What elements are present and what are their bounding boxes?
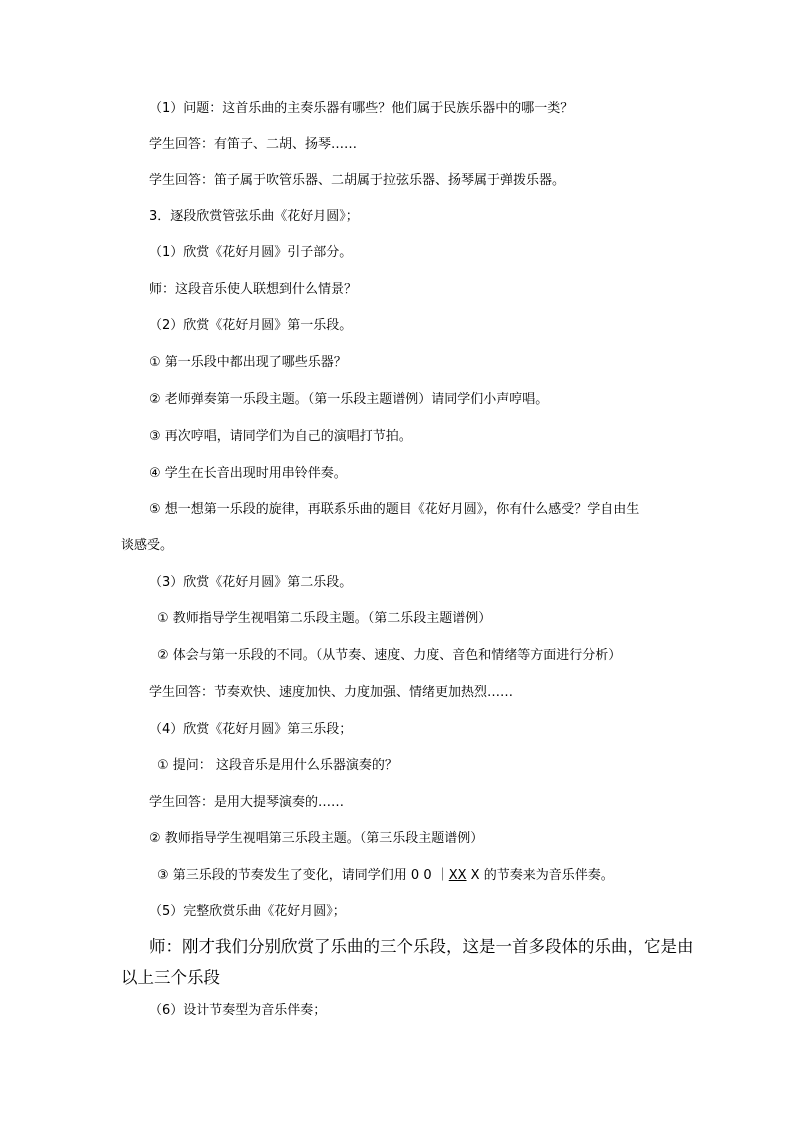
- paragraph-first-section: （2）欣赏《花好月圆》第一乐段。: [149, 318, 353, 333]
- paragraph-question-instruments: （1）问题：这首乐曲的主奏乐器有哪些？他们属于民族乐器中的哪一类？: [149, 101, 574, 116]
- paragraph-second-section: （3）欣赏《花好月圆》第二乐段。: [149, 575, 353, 590]
- list-item-2-1: ① 教师指导学生视唱第二乐段主题。（第二乐段主题谱例）: [157, 611, 492, 626]
- list-item-3-2: ② 教师指导学生视唱第三乐段主题。（第三乐段主题谱例）: [149, 831, 484, 846]
- paragraph-full-listening: （5）完整欣赏乐曲《花好月圆》；: [149, 904, 346, 919]
- list-item-3-1: ① 提问： 这段音乐是用什么乐器演奏的？: [157, 758, 398, 773]
- paragraph-student-answer-1: 学生回答：有笛子、二胡、扬琴……: [149, 137, 358, 152]
- paragraph-student-answer-3: 学生回答：节奏欢快、速度加快、力度加强、情绪更加热烈……: [149, 685, 514, 700]
- rhythm-underlined-notes: XX: [448, 868, 467, 883]
- paragraph-rhythm-design: （6）设计节奏型为音乐伴奏；: [149, 1003, 327, 1018]
- paragraph-intro-section: （1）欣赏《花好月圆》引子部分。: [149, 245, 353, 260]
- rhythm-line-suffix: X 的节奏来为音乐伴奏。: [466, 868, 614, 883]
- list-item-1-1: ① 第一乐段中都出现了哪些乐器？: [149, 355, 347, 370]
- list-item-1-5-continued: 谈感受。: [121, 538, 174, 553]
- paragraph-student-answer-2: 学生回答：笛子属于吹管乐器、二胡属于拉弦乐器、扬琴属于弹拨乐器。: [149, 173, 566, 188]
- rhythm-line-prefix: ③ 第三乐段的节奏发生了变化，请同学们用 0 0 ｜: [157, 868, 449, 883]
- paragraph-third-section: （4）欣赏《花好月圆》第三乐段；: [149, 722, 353, 737]
- list-item-3-3: [157, 868, 614, 884]
- list-item-1-2: ② 老师弹奏第一乐段主题。（第一乐段主题谱例）请同学们小声哼唱。: [149, 392, 549, 407]
- list-item-1-4: ④ 学生在长音出现时用串铃伴奏。: [149, 466, 347, 481]
- list-item-1-5: ⑤ 想一想第一乐段的旋律，再联系乐曲的题目《花好月圆》，你有什么感受？学自由生: [149, 502, 640, 517]
- paragraph-teacher-summary: 师：刚才我们分别欣赏了乐曲的三个乐段，这是一首多段体的乐曲，它是由: [149, 937, 694, 956]
- list-item-2-2: ② 体会与第一乐段的不同。（从节奏、速度、力度、音色和情绪等方面进行分析）: [157, 648, 622, 663]
- paragraph-student-answer-4: 学生回答：是用大提琴演奏的……: [149, 795, 345, 810]
- paragraph-teacher-summary-continued: 以上三个乐段: [121, 968, 220, 987]
- paragraph-teacher-question: 师：这段音乐使人联想到什么情景？: [149, 282, 358, 297]
- list-item-1-3: ③ 再次哼唱，请同学们为自己的演唱打节拍。: [149, 429, 412, 444]
- paragraph-step-3: 3．逐段欣赏管弦乐曲《花好月圆》；: [149, 209, 359, 224]
